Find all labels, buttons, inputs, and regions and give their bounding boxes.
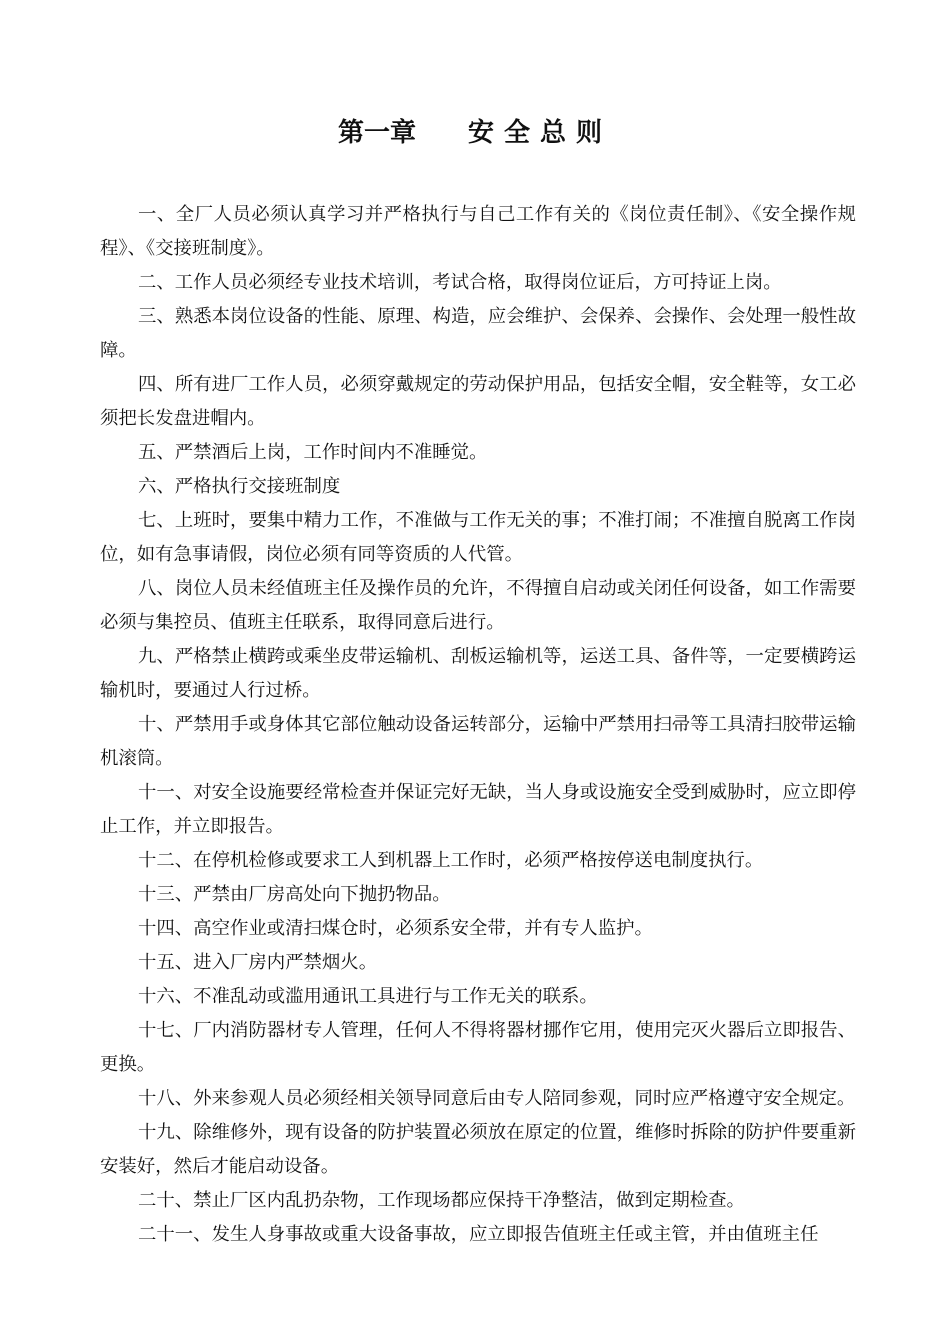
rule-item: 十六、不准乱动或滥用通讯工具进行与工作无关的联系。 [138, 986, 598, 1007]
rule-item: 十一、对安全设施要经常检查并保证完好无缺，当人身或设施安全受到威胁时，应立即停止工作，并立即报告。 [100, 782, 856, 837]
rule-item: 十七、厂内消防器材专人管理，任何人不得将器材挪作它用，使用完灭火器后立即报告、更换。 [100, 1020, 856, 1075]
rule-item: 十四、高空作业或清扫煤仓时，必须系安全带，并有专人监护。 [138, 918, 653, 939]
rule-item: 二、工作人员必须经专业技术培训，考试合格，取得岗位证后，方可持证上岗。 [138, 272, 782, 293]
chapter-number: 第一章 [337, 118, 416, 148]
rule-item: 十二、在停机检修或要求工人到机器上工作时，必须严格按停送电制度执行。 [138, 850, 764, 871]
rule-item: 八、岗位人员未经值班主任及操作员的允许，不得擅自启动或关闭任何设备，如工作需要必须与集控员、值班主任联系，取得同意后进行。 [100, 578, 856, 633]
rule-item: 十九、除维修外，现有设备的防护装置必须放在原定的位置，维修时拆除的防护件要重新安装好，然后才能启动设备。 [100, 1122, 856, 1177]
chapter-title [0, 112, 950, 149]
rule-item: 十、严禁用手或身体其它部位触动设备运转部分，运输中严禁用扫帚等工具清扫胶带运输机滚筒。 [100, 714, 856, 769]
rule-item: 九、严格禁止横跨或乘坐皮带运输机、刮板运输机等，运送工具、备件等，一定要横跨运输机时，要通过人行过桥。 [100, 646, 856, 701]
rule-item: 二十一、发生人身事故或重大设备事故，应立即报告值班主任或主管，并由值班主任 [138, 1224, 819, 1245]
rule-item: 一、全厂人员必须认真学习并严格执行与自己工作有关的《岗位责任制》、《安全操作规程》、《交接班制度》。 [100, 204, 856, 259]
rules-list [100, 198, 856, 1252]
rule-item: 七、上班时，要集中精力工作，不准做与工作无关的事；不准打闹；不准擅自脱离工作岗位，如有急事请假，岗位必须有同等资质的人代管。 [100, 510, 856, 565]
chapter-name: 安全总则 [468, 118, 613, 148]
rule-item: 二十、禁止厂区内乱扔杂物，工作现场都应保持干净整洁，做到定期检查。 [138, 1190, 745, 1211]
rule-item: 三、熟悉本岗位设备的性能、原理、构造，应会维护、会保养、会操作、会处理一般性故障。 [100, 306, 856, 361]
rule-item: 十五、进入厂房内严禁烟火。 [138, 952, 378, 973]
rule-item: 四、所有进厂工作人员，必须穿戴规定的劳动保护用品，包括安全帽，安全鞋等，女工必须把长发盘进帽内。 [100, 374, 856, 429]
rule-item: 五、严禁酒后上岗，工作时间内不准睡觉。 [138, 442, 488, 463]
rule-item: 六、严格执行交接班制度 [138, 476, 341, 497]
rule-item: 十三、严禁由厂房高处向下抛扔物品。 [138, 884, 451, 905]
rule-item: 十八、外来参观人员必须经相关领导同意后由专人陪同参观，同时应严格遵守安全规定。 [138, 1088, 856, 1109]
